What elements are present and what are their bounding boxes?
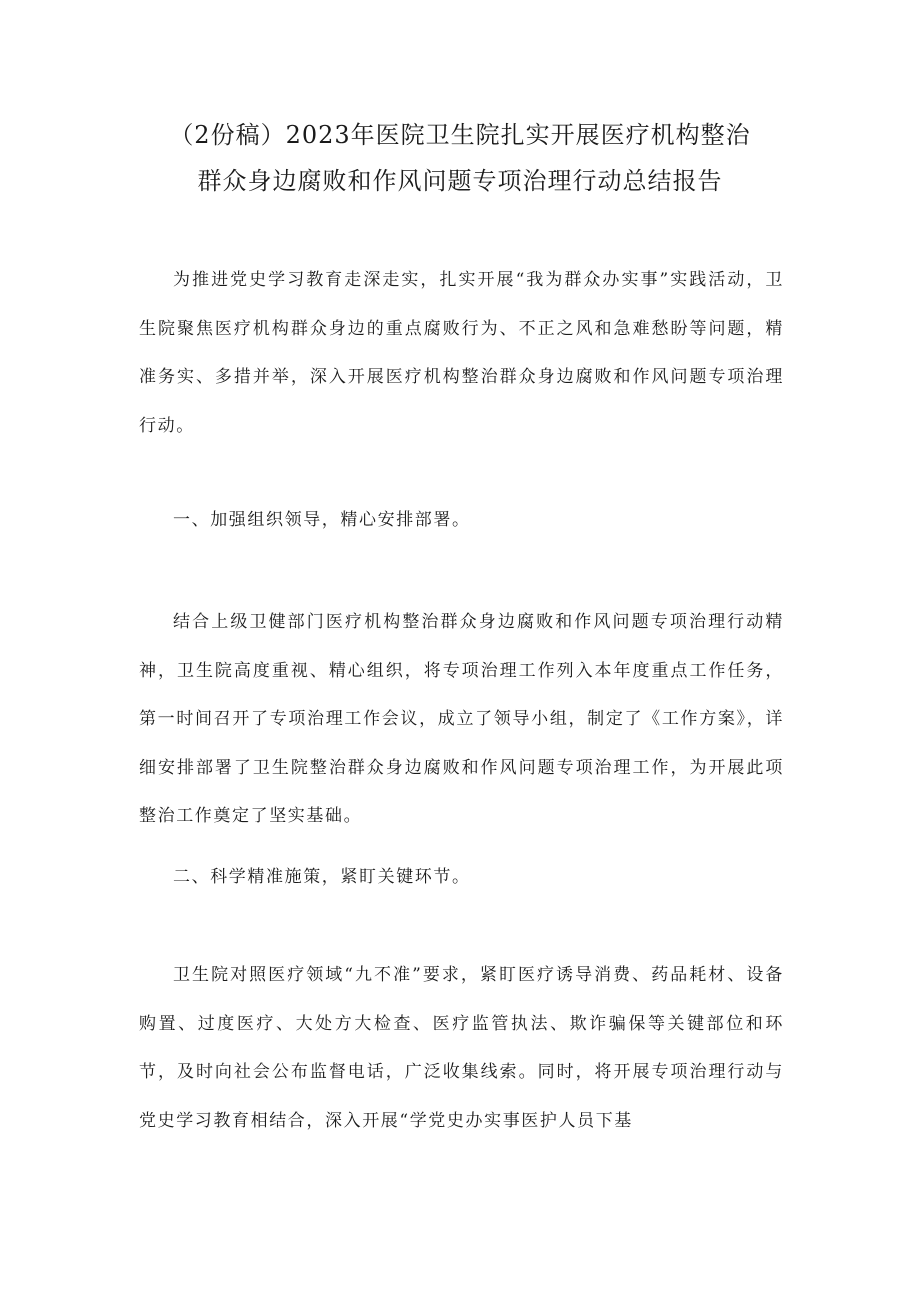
- document-title: [120, 112, 800, 204]
- intro-paragraph: 为推进党史学习教育走深走实，扎实开展“我为群众办实事”实践活动，卫生院聚焦医疗机构群众身边的重点腐败行为、不正之风和急难愁盼等问题，精准务实、多措并举，深入开展医疗机构整治群众身边腐败和作风问题专项治理行动。: [139, 270, 784, 436]
- section-heading-1: 一、加强组织领导，精心安排部署。: [173, 510, 471, 530]
- section-2-paragraph: 卫生院对照医疗领域“九不准”要求，紧盯医疗诱导消费、药品耗材、设备购置、过度医疗、大处方大检查、医疗监管执法、欺诈骗保等关键部位和环节，及时向社会公布监督电话，广泛收集线索。同时，将开展专项治理行动与党史学习教育相结合，深入开展“学党史办实事医护人员下基: [139, 965, 784, 1131]
- title-line-1: （2份稿）2023年医院卫生院扎实开展医疗机构整治: [169, 121, 751, 149]
- section-heading-2: 二、科学精准施策，紧盯关键环节。: [173, 867, 471, 887]
- section-1-paragraph: 结合上级卫健部门医疗机构整治群众身边腐败和作风问题专项治理行动精神，卫生院高度重视、精心组织，将专项治理工作列入本年度重点工作任务，第一时间召开了专项治理工作会议，成立了领导小组，制定了《工作方案》，详细安排部署了卫生院整治群众身边腐败和作风问题专项治理工作，为开展此项整治工作奠定了坚实基础。: [139, 612, 784, 826]
- title-line-2: 群众身边腐败和作风问题专项治理行动总结报告: [197, 167, 723, 195]
